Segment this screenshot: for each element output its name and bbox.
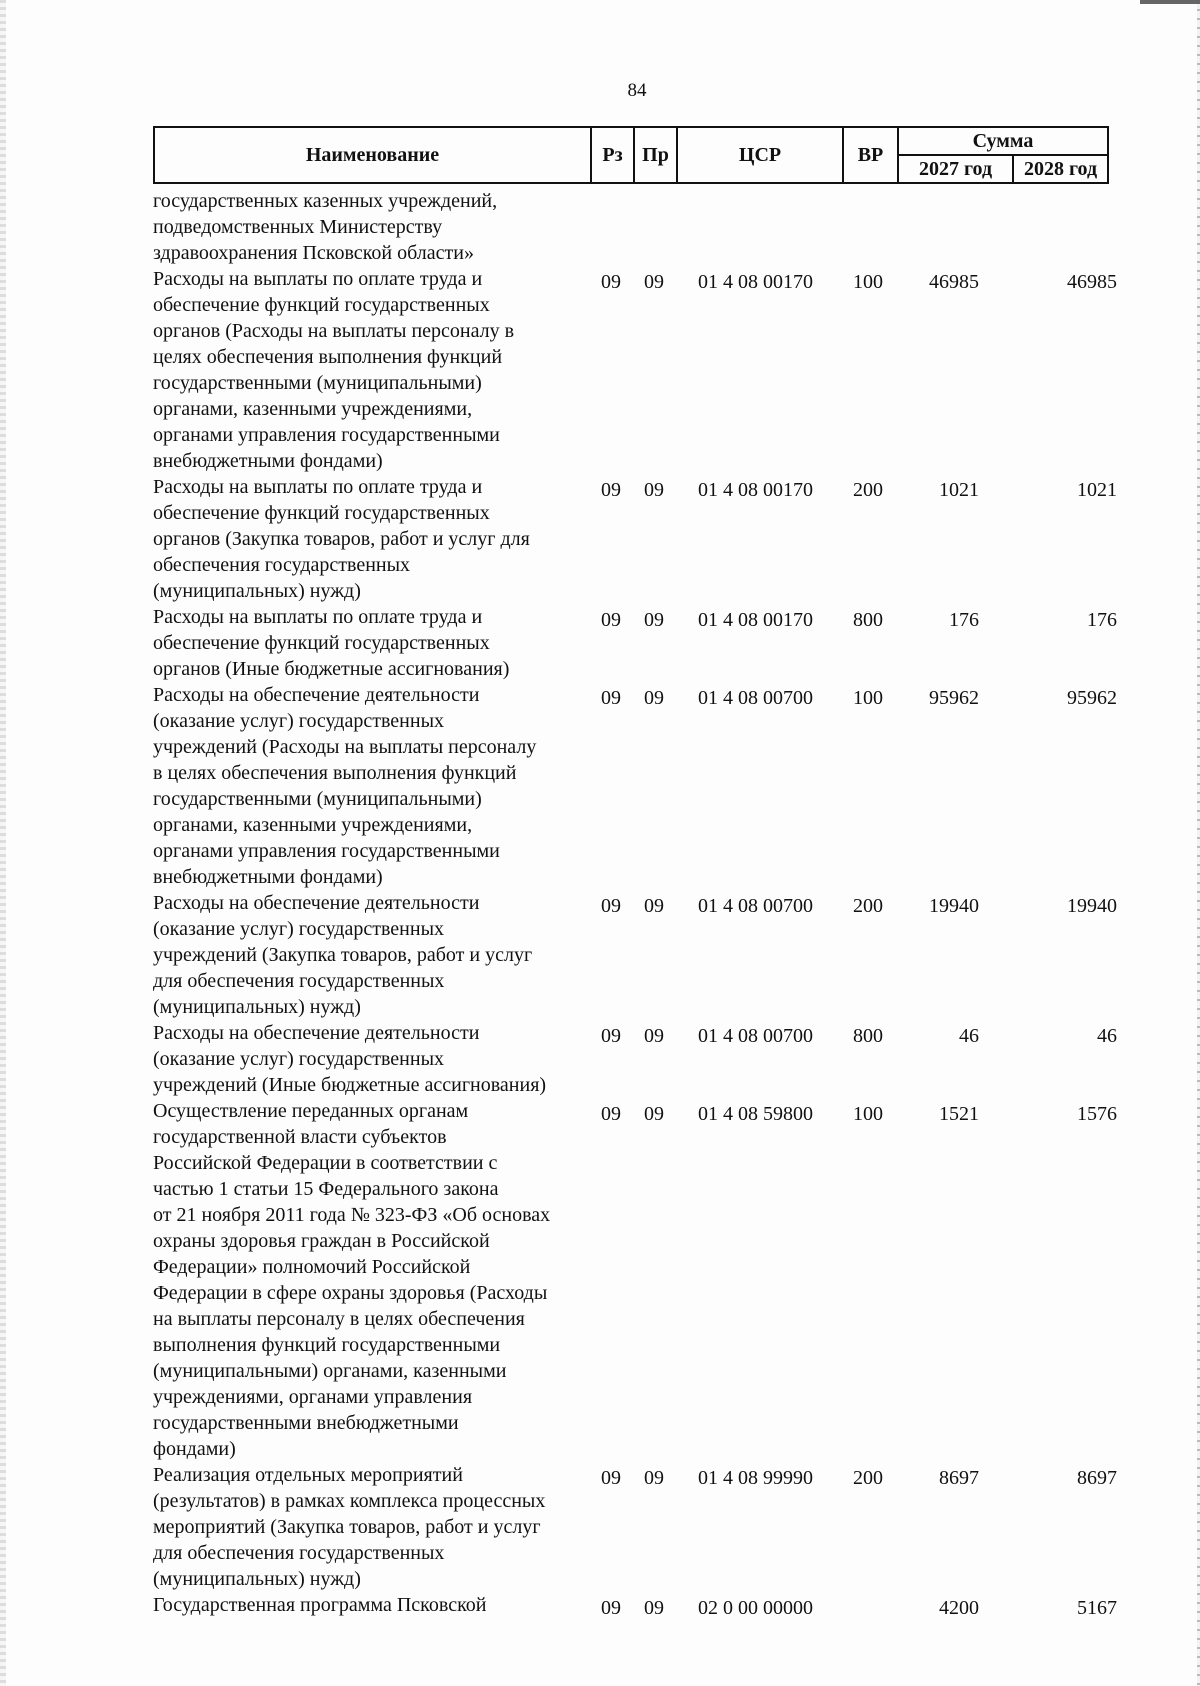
row-name-line: обеспечения государственных <box>153 554 411 576</box>
row-sum-2027: 95962 <box>929 687 979 709</box>
row-name-line: охраны здоровья граждан в Российской <box>153 1230 490 1252</box>
header-year-2028: 2028 год <box>1013 155 1108 183</box>
row-rz: 09 <box>601 609 621 631</box>
row-name-line: Государственная программа Псковской <box>153 1594 487 1616</box>
row-name-line: органов (Иные бюджетные ассигнования) <box>153 658 510 680</box>
header-sum: Сумма <box>898 127 1108 155</box>
row-name-line: (муниципальных) нужд) <box>153 996 361 1018</box>
row-sum-2027: 1021 <box>939 479 979 501</box>
row-name-line: частью 1 статьи 15 Федерального закона <box>153 1178 499 1200</box>
row-name-line: (муниципальными) органами, казенными <box>153 1360 507 1382</box>
row-vr: 200 <box>853 1467 883 1489</box>
row-name-line: Осуществление переданных органам <box>153 1100 469 1122</box>
scan-edge-top <box>1140 0 1200 4</box>
row-rz: 09 <box>601 895 621 917</box>
row-sum-2028: 8697 <box>1077 1467 1117 1489</box>
table-row <box>153 604 1123 682</box>
row-name-line: учреждений (Иные бюджетные ассигнования) <box>153 1074 547 1096</box>
row-name-line: Федерации в сфере охраны здоровья (Расходы <box>153 1282 548 1304</box>
row-name-line: (оказание услуг) государственных <box>153 918 445 940</box>
table-row <box>153 1098 1123 1462</box>
row-name-line: Расходы на выплаты по оплате труда и <box>153 268 483 290</box>
row-vr: 800 <box>853 609 883 631</box>
header-csr: ЦСР <box>677 127 843 183</box>
row-pr: 09 <box>644 687 664 709</box>
row-sum-2027: 1521 <box>939 1103 979 1125</box>
row-name <box>153 474 588 604</box>
row-vr: 100 <box>853 687 883 709</box>
row-name <box>153 266 588 474</box>
row-sum-2027: 46 <box>959 1025 979 1047</box>
row-csr: 01 4 08 00170 <box>698 271 813 293</box>
row-csr: 01 4 08 00700 <box>698 895 813 917</box>
row-name-line: в целях обеспечения выполнения функций <box>153 762 517 784</box>
row-name-line: выполнения функций государственными <box>153 1334 501 1356</box>
scan-edge-left <box>0 0 6 1686</box>
row-name <box>153 890 588 1020</box>
row-name-line: учреждениями, органами управления <box>153 1386 473 1408</box>
table-row <box>153 682 1123 890</box>
row-name-line: на выплаты персоналу в целях обеспечения <box>153 1308 525 1330</box>
header-pr: Пр <box>634 127 677 183</box>
row-name-line: Расходы на обеспечение деятельности <box>153 892 480 914</box>
table-row <box>153 1592 1123 1618</box>
row-vr: 100 <box>853 271 883 293</box>
row-sum-2027: 19940 <box>929 895 979 917</box>
table-row <box>153 1020 1123 1098</box>
row-name-line: здравоохранения Псковской области» <box>153 242 474 264</box>
row-sum-2028: 46985 <box>1067 271 1117 293</box>
row-sum-2028: 1021 <box>1077 479 1117 501</box>
row-pr: 09 <box>644 1103 664 1125</box>
row-csr: 01 4 08 99990 <box>698 1467 813 1489</box>
row-name-line: органами управления государственными <box>153 840 500 862</box>
row-csr: 02 0 00 00000 <box>698 1597 813 1619</box>
row-name-line: Реализация отдельных мероприятий <box>153 1464 463 1486</box>
row-pr: 09 <box>644 609 664 631</box>
row-name-line: обеспечение функций государственных <box>153 294 490 316</box>
row-name-line: государственными (муниципальными) <box>153 788 482 810</box>
row-name <box>153 188 588 266</box>
row-pr: 09 <box>644 271 664 293</box>
row-vr: 800 <box>853 1025 883 1047</box>
table-header <box>153 126 1109 184</box>
row-name-line: (результатов) в рамках комплекса процессных <box>153 1490 546 1512</box>
row-rz: 09 <box>601 687 621 709</box>
row-name-line: органами, казенными учреждениями, <box>153 398 473 420</box>
table-row <box>153 266 1123 474</box>
row-rz: 09 <box>601 1103 621 1125</box>
row-pr: 09 <box>644 1467 664 1489</box>
row-name-line: для обеспечения государственных <box>153 1542 445 1564</box>
header-name: Наименование <box>154 127 591 183</box>
row-name-line: государственной власти субъектов <box>153 1126 447 1148</box>
row-name-line: Расходы на выплаты по оплате труда и <box>153 606 483 628</box>
row-sum-2027: 8697 <box>939 1467 979 1489</box>
page-number: 84 <box>627 80 647 101</box>
row-name-line: мероприятий (Закупка товаров, работ и услуг <box>153 1516 541 1538</box>
row-name-line: (муниципальных) нужд) <box>153 1568 361 1590</box>
table-row <box>153 890 1123 1020</box>
row-name-line: Российской Федерации в соответствии с <box>153 1152 498 1174</box>
row-csr: 01 4 08 00170 <box>698 609 813 631</box>
row-name-line: государственными (муниципальными) <box>153 372 482 394</box>
row-sum-2027: 176 <box>949 609 979 631</box>
row-name <box>153 1592 588 1618</box>
row-pr: 09 <box>644 895 664 917</box>
row-vr: 200 <box>853 479 883 501</box>
row-name-line: Федерации» полномочий Российской <box>153 1256 471 1278</box>
row-name-line: государственных казенных учреждений, <box>153 190 498 212</box>
header-year-2027: 2027 год <box>898 155 1013 183</box>
row-csr: 01 4 08 00700 <box>698 1025 813 1047</box>
row-vr: 100 <box>853 1103 883 1125</box>
row-name <box>153 604 588 682</box>
row-name-line: Расходы на обеспечение деятельности <box>153 684 480 706</box>
header-vr: ВР <box>843 127 898 183</box>
row-pr: 09 <box>644 1597 664 1619</box>
row-name-line: фондами) <box>153 1438 236 1460</box>
table-row <box>153 1462 1123 1592</box>
row-rz: 09 <box>601 479 621 501</box>
row-vr: 200 <box>853 895 883 917</box>
table-row <box>153 188 1123 266</box>
row-name-line: органов (Закупка товаров, работ и услуг для <box>153 528 530 550</box>
row-name-line: (муниципальных) нужд) <box>153 580 361 602</box>
row-csr: 01 4 08 59800 <box>698 1103 813 1125</box>
row-name-line: для обеспечения государственных <box>153 970 445 992</box>
row-name-line: органами, казенными учреждениями, <box>153 814 473 836</box>
row-sum-2028: 176 <box>1087 609 1117 631</box>
row-name <box>153 1098 588 1462</box>
row-name-line: обеспечение функций государственных <box>153 632 490 654</box>
row-name-line: учреждений (Расходы на выплаты персоналу <box>153 736 537 758</box>
row-sum-2028: 5167 <box>1077 1597 1117 1619</box>
row-sum-2028: 1576 <box>1077 1103 1117 1125</box>
row-name-line: (оказание услуг) государственных <box>153 1048 445 1070</box>
row-pr: 09 <box>644 479 664 501</box>
row-name-line: Расходы на обеспечение деятельности <box>153 1022 480 1044</box>
row-rz: 09 <box>601 1467 621 1489</box>
row-name-line: органов (Расходы на выплаты персоналу в <box>153 320 515 342</box>
row-name-line: обеспечение функций государственных <box>153 502 490 524</box>
row-name-line: целях обеспечения выполнения функций <box>153 346 503 368</box>
row-sum-2028: 95962 <box>1067 687 1117 709</box>
row-rz: 09 <box>601 1025 621 1047</box>
row-csr: 01 4 08 00700 <box>698 687 813 709</box>
row-sum-2028: 46 <box>1097 1025 1117 1047</box>
row-name-line: органами управления государственными <box>153 424 500 446</box>
table-row <box>153 474 1123 604</box>
row-sum-2028: 19940 <box>1067 895 1117 917</box>
row-sum-2027: 4200 <box>939 1597 979 1619</box>
row-rz: 09 <box>601 1597 621 1619</box>
row-name-line: подведомственных Министерству <box>153 216 443 238</box>
row-sum-2027: 46985 <box>929 271 979 293</box>
row-name-line: от 21 ноября 2011 года № 323-ФЗ «Об основах <box>153 1204 551 1226</box>
row-name <box>153 1462 588 1592</box>
row-name <box>153 682 588 890</box>
table-body <box>153 188 1123 1618</box>
row-name-line: Расходы на выплаты по оплате труда и <box>153 476 483 498</box>
row-name-line: учреждений (Закупка товаров, работ и услуг <box>153 944 533 966</box>
row-rz: 09 <box>601 271 621 293</box>
row-name-line: внебюджетными фондами) <box>153 450 383 472</box>
row-name-line: (оказание услуг) государственных <box>153 710 445 732</box>
row-name <box>153 1020 588 1098</box>
row-name-line: государственными внебюджетными <box>153 1412 459 1434</box>
header-rz: Рз <box>591 127 634 183</box>
row-name-line: внебюджетными фондами) <box>153 866 383 888</box>
row-pr: 09 <box>644 1025 664 1047</box>
row-csr: 01 4 08 00170 <box>698 479 813 501</box>
